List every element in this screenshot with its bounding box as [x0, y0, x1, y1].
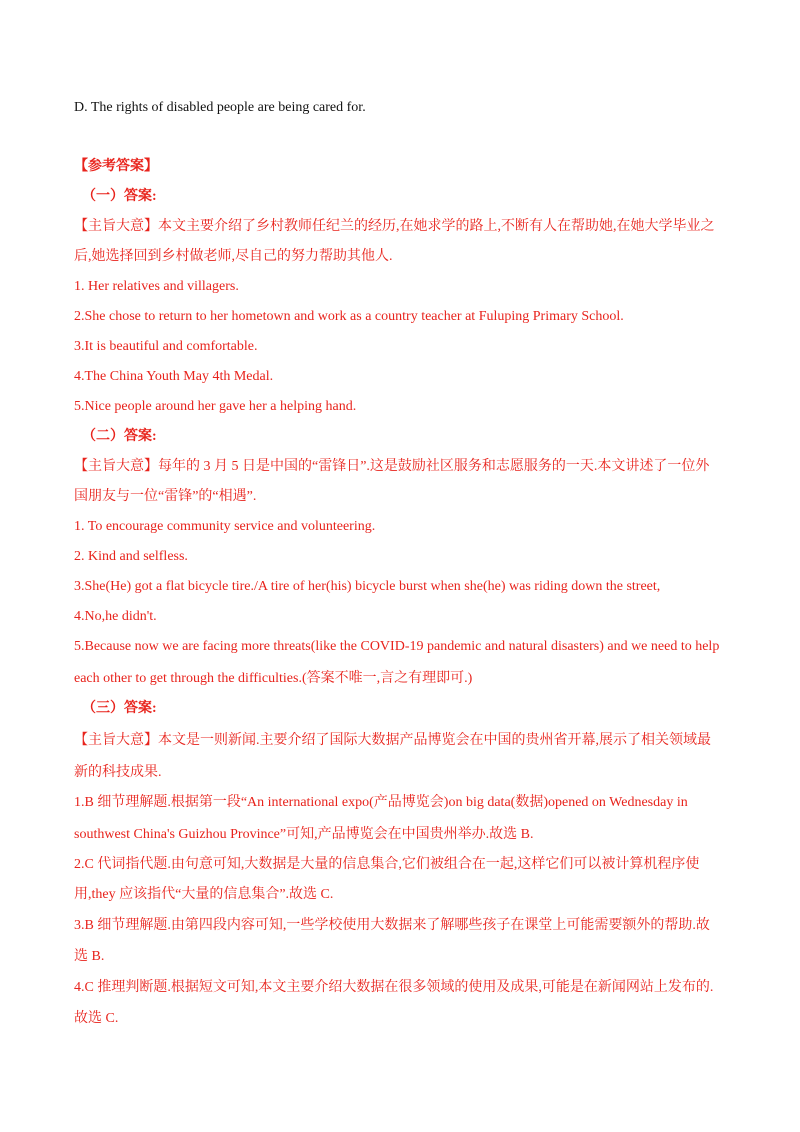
- part2-heading: （二）答案:: [82, 429, 157, 444]
- part2-summary-line1: 【主旨大意】每年的 3 月 5 日是中国的“雷锋日”.这是鼓励社区服务和志愿服务的一天.本文讲述了一位外: [74, 459, 710, 474]
- part3-line-8: 故选 C.: [74, 1011, 119, 1026]
- part3-heading: （三）答案:: [82, 701, 157, 716]
- part3-summary-line2: 新的科技成果.: [74, 765, 162, 780]
- part1-answer-4: 4.The China Youth May 4th Medal.: [74, 369, 274, 384]
- part3-line-5: 3.B 细节理解题.由第四段内容可知,一些学校使用大数据来了解哪些孩子在课堂上可能需要额外的帮助.故: [74, 918, 710, 933]
- answer-header: 【参考答案】: [74, 159, 158, 174]
- part1-heading: （一）答案:: [82, 189, 157, 204]
- part3-line-2: southwest China's Guizhou Province”可知,产品博览会在中国贵州举办.故选 B.: [74, 827, 534, 842]
- part1-answer-3: 3.It is beautiful and comfortable.: [74, 339, 258, 354]
- part2-summary-line2: 国朋友与一位“雷锋”的“相遇”.: [74, 489, 257, 504]
- part1-answer-1: 1. Her relatives and villagers.: [74, 279, 239, 294]
- part1-summary-line2: 后,她选择回到乡村做老师,尽自己的努力帮助其他人.: [74, 249, 393, 264]
- part2-answer-4: 4.No,he didn't.: [74, 609, 157, 624]
- part1-answer-5: 5.Nice people around her gave her a helping hand.: [74, 399, 357, 414]
- part2-answer-1: 1. To encourage community service and volunteering.: [74, 519, 376, 534]
- part1-answer-2: 2.She chose to return to her hometown and work as a country teacher at Fuluping Primary School.: [74, 309, 624, 324]
- part2-answer-3: 3.She(He) got a flat bicycle tire./A tire of her(his) bicycle burst when she(he) was riding down the street,: [74, 579, 661, 594]
- part2-answer-5b: each other to get through the difficulties.(答案不唯一,言之有理即可.): [74, 671, 473, 686]
- part3-line-4: 用,they 应该指代“大量的信息集合”.故选 C.: [74, 887, 334, 902]
- option-d: D. The rights of disabled people are being cared for.: [74, 100, 366, 115]
- part3-line-1: 1.B 细节理解题.根据第一段“An international expo(产品博览会)on big data(数据)opened on Wednesday in: [74, 795, 688, 810]
- part3-line-3: 2.C 代词指代题.由句意可知,大数据是大量的信息集合,它们被组合在一起,这样它们可以被计算机程序使: [74, 857, 700, 872]
- part3-line-7: 4.C 推理判断题.根据短文可知,本文主要介绍大数据在很多领域的使用及成果,可能是在新闻网站上发布的.: [74, 980, 714, 995]
- part3-line-6: 选 B.: [74, 949, 105, 964]
- part2-answer-5a: 5.Because now we are facing more threats(like the COVID-19 pandemic and natural disasters) and we need to help: [74, 639, 720, 654]
- part3-summary-line1: 【主旨大意】本文是一则新闻.主要介绍了国际大数据产品博览会在中国的贵州省开幕,展示了相关领域最: [74, 733, 711, 748]
- part2-answer-2: 2. Kind and selfless.: [74, 549, 188, 564]
- part1-summary-line1: 【主旨大意】本文主要介绍了乡村教师任纪兰的经历,在她求学的路上,不断有人在帮助她,在她大学毕业之: [74, 219, 715, 234]
